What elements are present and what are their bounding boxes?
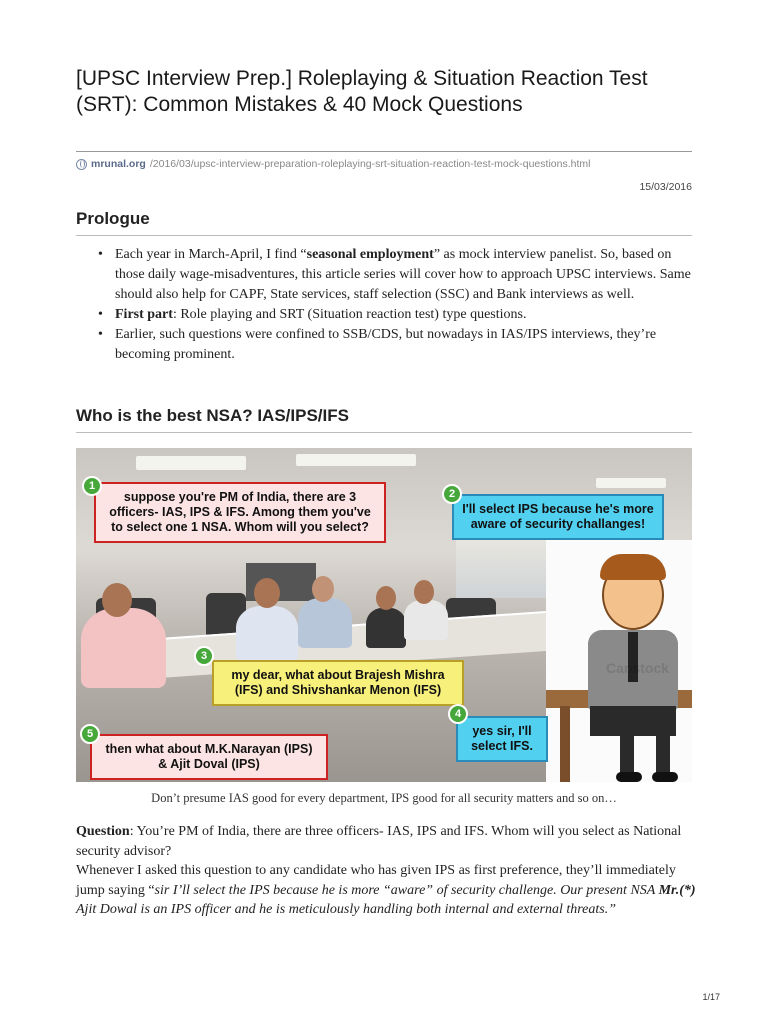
prologue-heading: Prologue xyxy=(76,209,692,236)
prologue-list xyxy=(96,245,696,365)
image-caption: Don’t presume IAS good for every department, IPS good for all security matters and so on… xyxy=(151,791,617,805)
meeting-illustration xyxy=(76,448,692,782)
globe-icon xyxy=(76,159,87,170)
cartoon-candidate xyxy=(546,540,692,782)
list-item: • First part: Role playing and SRT (Situation reaction test) type questions. xyxy=(96,305,696,325)
speech-bubble-2: I'll select IPS because he's more aware of security challanges! xyxy=(452,494,664,540)
question-label: Question xyxy=(76,824,130,839)
bubble-number-5: 5 xyxy=(80,724,100,744)
nsa-heading: Who is the best NSA? IAS/IPS/IFS xyxy=(76,406,692,433)
bubble-number-4: 4 xyxy=(448,704,468,724)
speech-bubble-5: then what about M.K.Narayan (IPS) & Ajit Doval (IPS) xyxy=(90,734,328,780)
speech-bubble-3: my dear, what about Brajesh Mishra (IFS) and Shivshankar Menon (IFS) xyxy=(212,660,464,706)
question-paragraph: Question: You’re PM of India, there are three officers- IAS, IPS and IFS. Whom will you select as National security advisor? xyxy=(76,824,682,859)
bubble-number-2: 2 xyxy=(442,484,462,504)
list-item: • Each year in March-April, I find “seasonal employment” as mock interview panelist. So, based on those daily wage-misadventures, this article series will cover how to approach UPSC interviews. Same should also help for CAPF, State services, staff selection (SSC) and Bank interviews as well. xyxy=(96,245,696,305)
source-url[interactable] xyxy=(76,151,692,170)
list-item: • Earlier, such questions were confined to SSB/CDS, but nowadays in IAS/IPS interviews, they’re becoming prominent. xyxy=(96,325,696,365)
url-domain[interactable]: mrunal.org xyxy=(91,158,146,170)
speech-bubble-4: yes sir, I'll select IFS. xyxy=(456,716,548,762)
speech-bubble-1: suppose you're PM of India, there are 3 officers- IAS, IPS & IFS. Among them you've to select one 1 NSA. Whom will you select? xyxy=(94,482,386,543)
bubble-number-1: 1 xyxy=(82,476,102,496)
watermark: Canstock xyxy=(606,660,670,676)
url-path[interactable]: /2016/03/upsc-interview-preparation-roleplaying-srt-situation-reaction-test-mock-questions.html xyxy=(149,158,591,170)
answer-paragraph: Whenever I asked this question to any candidate who has given IPS as first preference, they’ll immediately jump saying “sir I’ll select the IPS because he is more “aware” of security challenge. Our present NSA Mr.(*) Ajit Dowal is an IPS officer and he is meticulously handling both internal and external threats.” xyxy=(76,863,696,917)
bubble-number-3: 3 xyxy=(194,646,214,666)
article-title: [UPSC Interview Prep.] Roleplaying & Situation Reaction Test (SRT): Common Mistakes & 40 Mock Questions xyxy=(76,67,648,116)
article-date: 15/03/2016 xyxy=(639,181,692,193)
page-number: 1/17 xyxy=(702,992,720,1002)
